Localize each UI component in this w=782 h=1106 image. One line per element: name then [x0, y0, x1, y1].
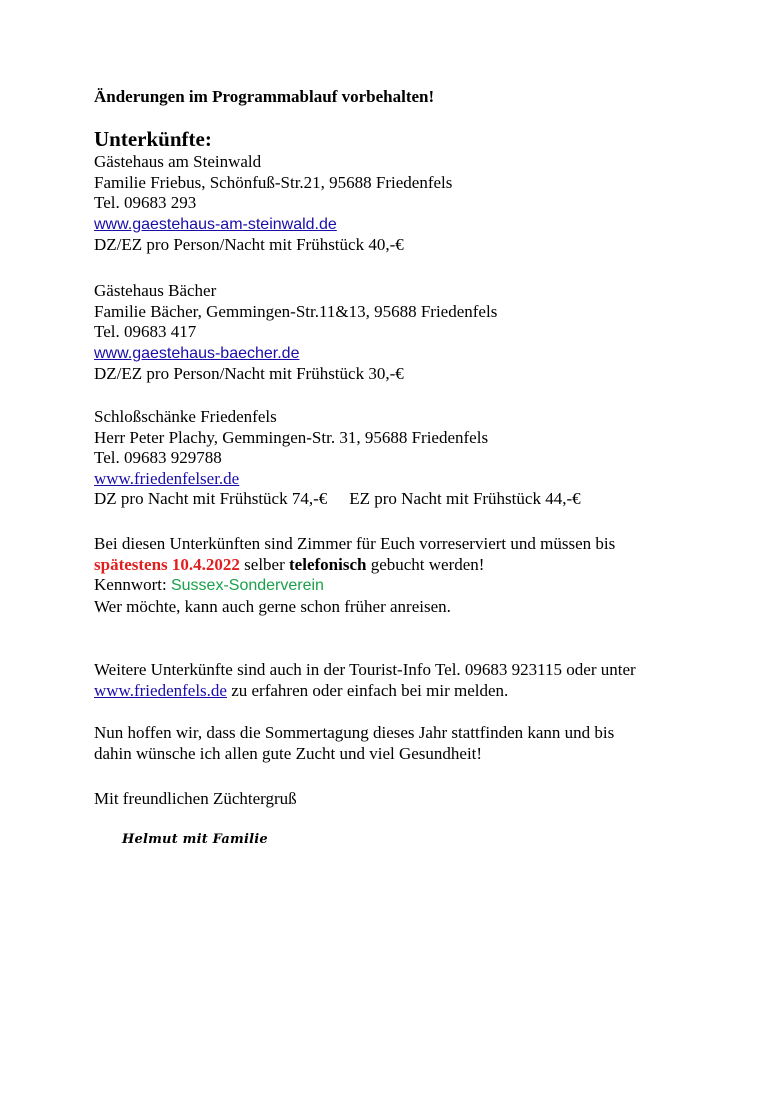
price-double-room: DZ pro Nacht mit Frühstück 74,-€ [94, 489, 328, 509]
early-arrival-note: Wer möchte, kann auch gerne schon früher anreisen. [94, 596, 451, 616]
accommodation-website-link[interactable]: www.friedenfelser.de [94, 468, 240, 488]
accommodation-phone: Tel. 09683 417 [94, 322, 197, 342]
accommodation-website-link[interactable]: www.gaestehaus-am-steinwald.de [94, 215, 337, 233]
friedenfels-website-link[interactable]: www.friedenfels.de [94, 680, 227, 700]
tourist-info-tail: zu erfahren oder einfach bei mir melden. [226, 680, 509, 700]
signature: Helmut mit Familie [122, 832, 268, 847]
greeting: Mit freundlichen Züchtergruß [94, 789, 297, 808]
wish-line: dahin wünsche ich allen gute Zucht und viel Gesundheit! [94, 743, 483, 763]
reservation-deadline: spätestens 10.4.2022 [94, 554, 240, 574]
program-change-notice: Änderungen im Programmablauf vorbehalten! [94, 87, 435, 106]
accommodation-baecher [94, 281, 497, 385]
accommodation-name: Schloßschänke Friedenfels [94, 407, 277, 426]
keyword-value: Sussex-Sonderverein [170, 577, 324, 595]
reservation-text: selber [239, 554, 290, 574]
accommodation-price: DZ/EZ pro Person/Nacht mit Frühstück 40,-€ [94, 235, 404, 255]
accommodation-address: Familie Bächer, Gemmingen-Str.11&13, 95688 Friedenfels [94, 301, 498, 321]
tourist-info-line: Weitere Unterkünfte sind auch in der Tourist-Info Tel. 09683 923115 oder unter [94, 660, 636, 679]
more-accommodations-info [94, 660, 636, 701]
accommodation-name: Gästehaus Bächer [94, 281, 217, 300]
reservation-line: Bei diesen Unterkünften sind Zimmer für Euch vorreserviert und müssen bis [94, 534, 616, 553]
reservation-info [94, 534, 615, 617]
accommodation-phone: Tel. 09683 293 [94, 193, 197, 213]
accommodation-website-link[interactable]: www.gaestehaus-baecher.de [94, 344, 300, 362]
reservation-text: gebucht werden! [366, 554, 485, 574]
accommodation-address: Herr Peter Plachy, Gemmingen-Str. 31, 95688 Friedenfels [94, 427, 489, 447]
accommodation-schlossschaenke [94, 407, 581, 510]
accommodations-heading: Unterkünfte: [94, 127, 212, 151]
price-single-room: EZ pro Nacht mit Frühstück 44,-€ [349, 489, 581, 509]
keyword-label: Kennwort: [94, 575, 171, 595]
accommodation-steinwald [94, 152, 452, 256]
accommodation-price: DZ/EZ pro Person/Nacht mit Frühstück 30,-€ [94, 364, 404, 384]
accommodation-phone: Tel. 09683 929788 [94, 448, 222, 468]
accommodation-name: Gästehaus am Steinwald [94, 152, 262, 171]
reservation-method: telefonisch [289, 554, 367, 574]
accommodation-address: Familie Friebus, Schönfuß-Str.21, 95688 Friedenfels [94, 172, 453, 192]
wish-line: Nun hoffen wir, dass die Sommertagung dieses Jahr stattfinden kann und bis [94, 723, 615, 742]
closing-wish [94, 723, 614, 764]
